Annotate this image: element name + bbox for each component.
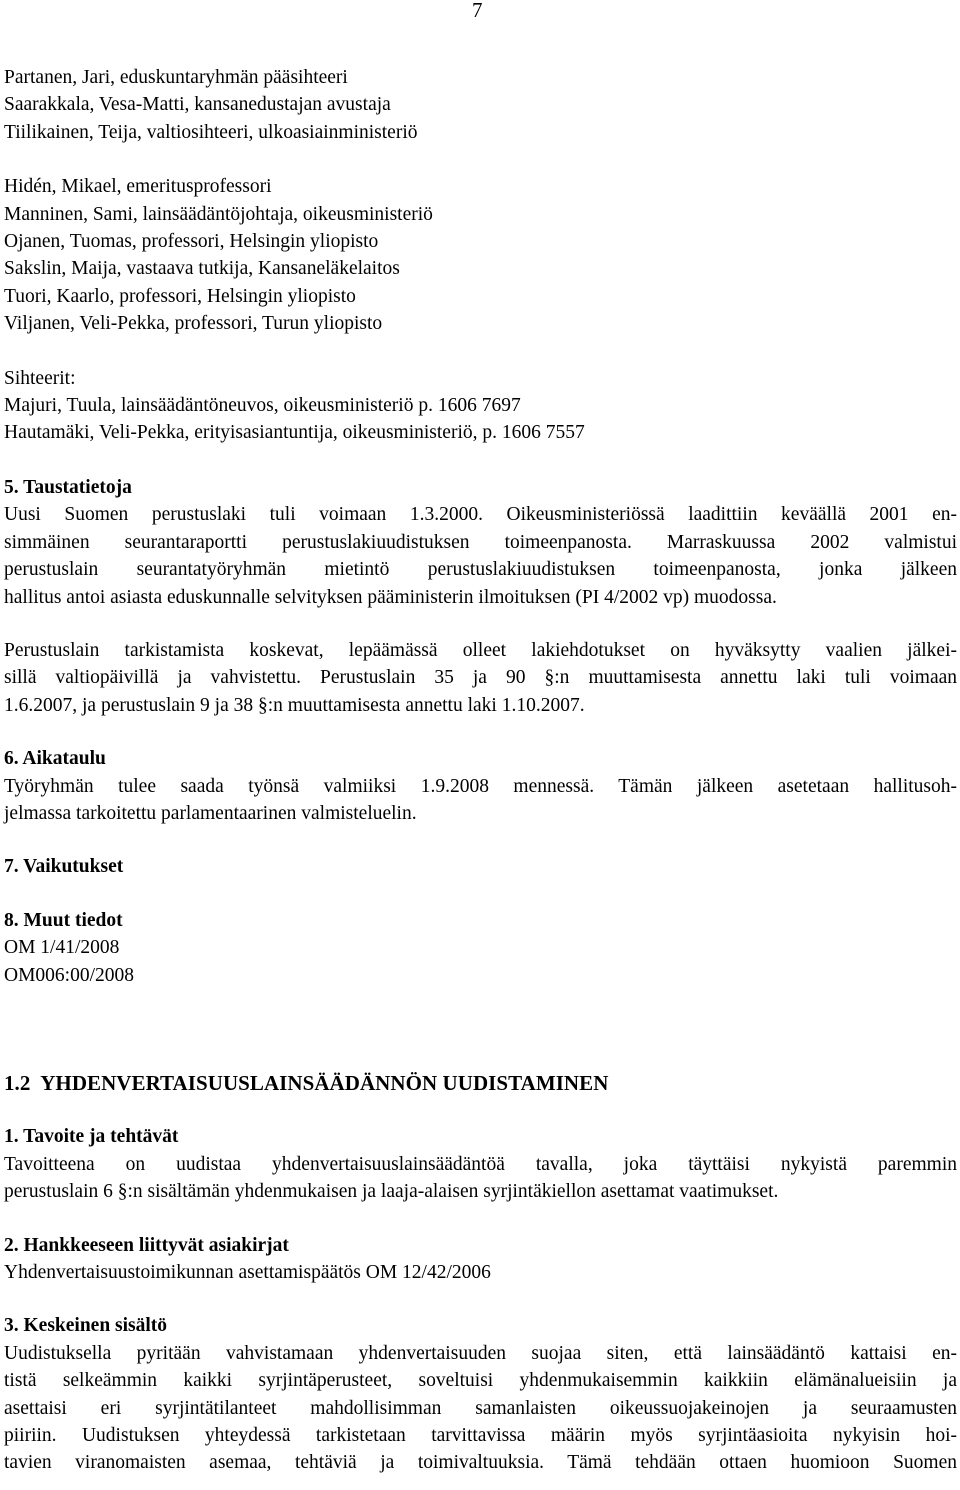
list-item: Manninen, Sami, lainsäädäntöjohtaja, oikeusministeriö [4, 203, 433, 225]
members-list [4, 64, 957, 146]
section-5 [4, 474, 957, 719]
project-title: 1.2 YHDENVERTAISUUSLAINSÄÄDÄNNÖN UUDISTAMINEN [4, 1070, 609, 1095]
paragraph-line: Uudistuksella pyritään vahvistamaan yhdenvertaisuuden suojaa siten, että lainsäädäntö kattaisi en- [4, 1342, 957, 1364]
reference-number: OM006:00/2008 [4, 964, 135, 986]
section-heading: 3. Keskeinen sisältö [4, 1315, 168, 1337]
experts-list [4, 173, 957, 337]
project-section-1 [4, 1123, 957, 1205]
document-body [4, 64, 957, 1477]
project-section-2 [4, 1232, 957, 1287]
paragraph [4, 501, 957, 611]
paragraph-line: tistä selkeämmin kaikki syrjintäperusteet, soveltuisi yhdenmukaisemmin kaikkiin elämänalueisiin ja [4, 1370, 957, 1392]
section-7 [4, 853, 957, 880]
reference-number: OM 1/41/2008 [4, 937, 120, 959]
section-8 [4, 907, 957, 989]
paragraph-line: 1.6.2007, ja perustuslain 9 ja 38 §:n muuttamisesta annettu laki 1.10.2007. [4, 694, 585, 716]
list-item: Tuori, Kaarlo, professori, Helsingin yliopisto [4, 285, 356, 307]
list-item: Hidén, Mikael, emeritusprofessori [4, 176, 272, 198]
secretaries-label: Sihteerit: [4, 367, 76, 389]
list-item: Viljanen, Veli-Pekka, professori, Turun yliopisto [4, 313, 383, 335]
list-item: Majuri, Tuula, lainsäädäntöneuvos, oikeusministeriö p. 1606 7697 [4, 395, 521, 417]
list-item: Sakslin, Maija, vastaava tutkija, Kansaneläkelaitos [4, 258, 400, 280]
paragraph-line: Yhdenvertaisuustoimikunnan asettamispäätös OM 12/42/2006 [4, 1262, 491, 1283]
list-item: Tiilikainen, Teija, valtiosihteeri, ulkoasiainministeriö [4, 121, 418, 143]
secretaries-block [4, 365, 957, 447]
paragraph-line: tavien viranomaisten asemaa, tehtäviä ja toimivaltuuksia. Tämä tehdään ottaen huomioon Suomen [4, 1452, 957, 1474]
section-heading: 8. Muut tiedot [4, 909, 123, 931]
section-6 [4, 745, 957, 827]
section-heading: 5. Taustatietoja [4, 476, 132, 498]
paragraph-line: hallitus antoi asiasta eduskunnalle selvityksen pääministerin ilmoituksen (PI 4/2002 vp) muodossa. [4, 586, 777, 608]
paragraph [4, 637, 957, 719]
section-heading: 1. Tavoite ja tehtävät [4, 1126, 179, 1148]
list-item: Ojanen, Tuomas, professori, Helsingin yliopisto [4, 231, 379, 253]
paragraph-line: sillä valtiopäivillä ja vahvistettu. Perustuslain 35 ja 90 §:n muuttamisesta annettu laki tuli voimaan [4, 667, 957, 689]
paragraph-line: Perustuslain tarkistamista koskevat, lepäämässä olleet lakiehdotukset on hyväksytty vaalien jälkei- [4, 639, 957, 661]
list-item: Hautamäki, Veli-Pekka, erityisasiantuntija, oikeusministeriö, p. 1606 7557 [4, 422, 585, 444]
paragraph [4, 1151, 957, 1206]
list-item: Partanen, Jari, eduskuntaryhmän pääsihteeri [4, 67, 348, 88]
project-1-2 [4, 1070, 957, 1477]
paragraph-line: jelmassa tarkoitettu parlamentaarinen valmisteluelin. [4, 802, 417, 824]
paragraph-line: perustuslain seurantatyöryhmän mietintö perustuslakiuudistuksen toimeenpanosta, jonka jälkeen [4, 559, 957, 581]
paragraph-line: Työryhmän tulee saada työnsä valmiiksi 1.9.2008 mennessä. Tämän jälkeen asetetaan hallitusoh- [4, 775, 957, 797]
paragraph-line: Uusi Suomen perustuslaki tuli voimaan 1.3.2000. Oikeusministeriössä laadittiin keväällä 2001 en- [4, 504, 957, 526]
section-heading: 7. Vaikutukset [4, 856, 124, 878]
page-number: 7 [472, 0, 483, 22]
paragraph-line: Tavoitteena on uudistaa yhdenvertaisuuslainsäädäntöä tavalla, joka täyttäisi nykyistä paremmin [4, 1153, 957, 1175]
paragraph-line: simmäinen seurantaraportti perustuslakiuudistuksen toimeenpanosta. Marraskuussa 2002 valmistui [4, 531, 957, 553]
section-heading: 2. Hankkeeseen liittyvät asiakirjat [4, 1234, 289, 1256]
paragraph-line: asettaisi eri syrjintätilanteet mahdollisimman samanlaisten oikeussuojakeinojen ja seuraamusten [4, 1397, 957, 1419]
section-heading: 6. Aikataulu [4, 748, 106, 770]
paragraph [4, 1340, 957, 1477]
paragraph-line: perustuslain 6 §:n sisältämän yhdenmukaisen ja laaja-alaisen syrjintäkiellon asettamat vaatimukset. [4, 1181, 779, 1203]
paragraph [4, 773, 957, 828]
list-item: Saarakkala, Vesa-Matti, kansanedustajan avustaja [4, 94, 391, 116]
project-section-3 [4, 1312, 957, 1476]
paragraph-line: piiriin. Uudistuksen yhteydessä tarkistetaan tarvittavissa määrin myös syrjintäasioita nykyisin hoi- [4, 1425, 957, 1447]
